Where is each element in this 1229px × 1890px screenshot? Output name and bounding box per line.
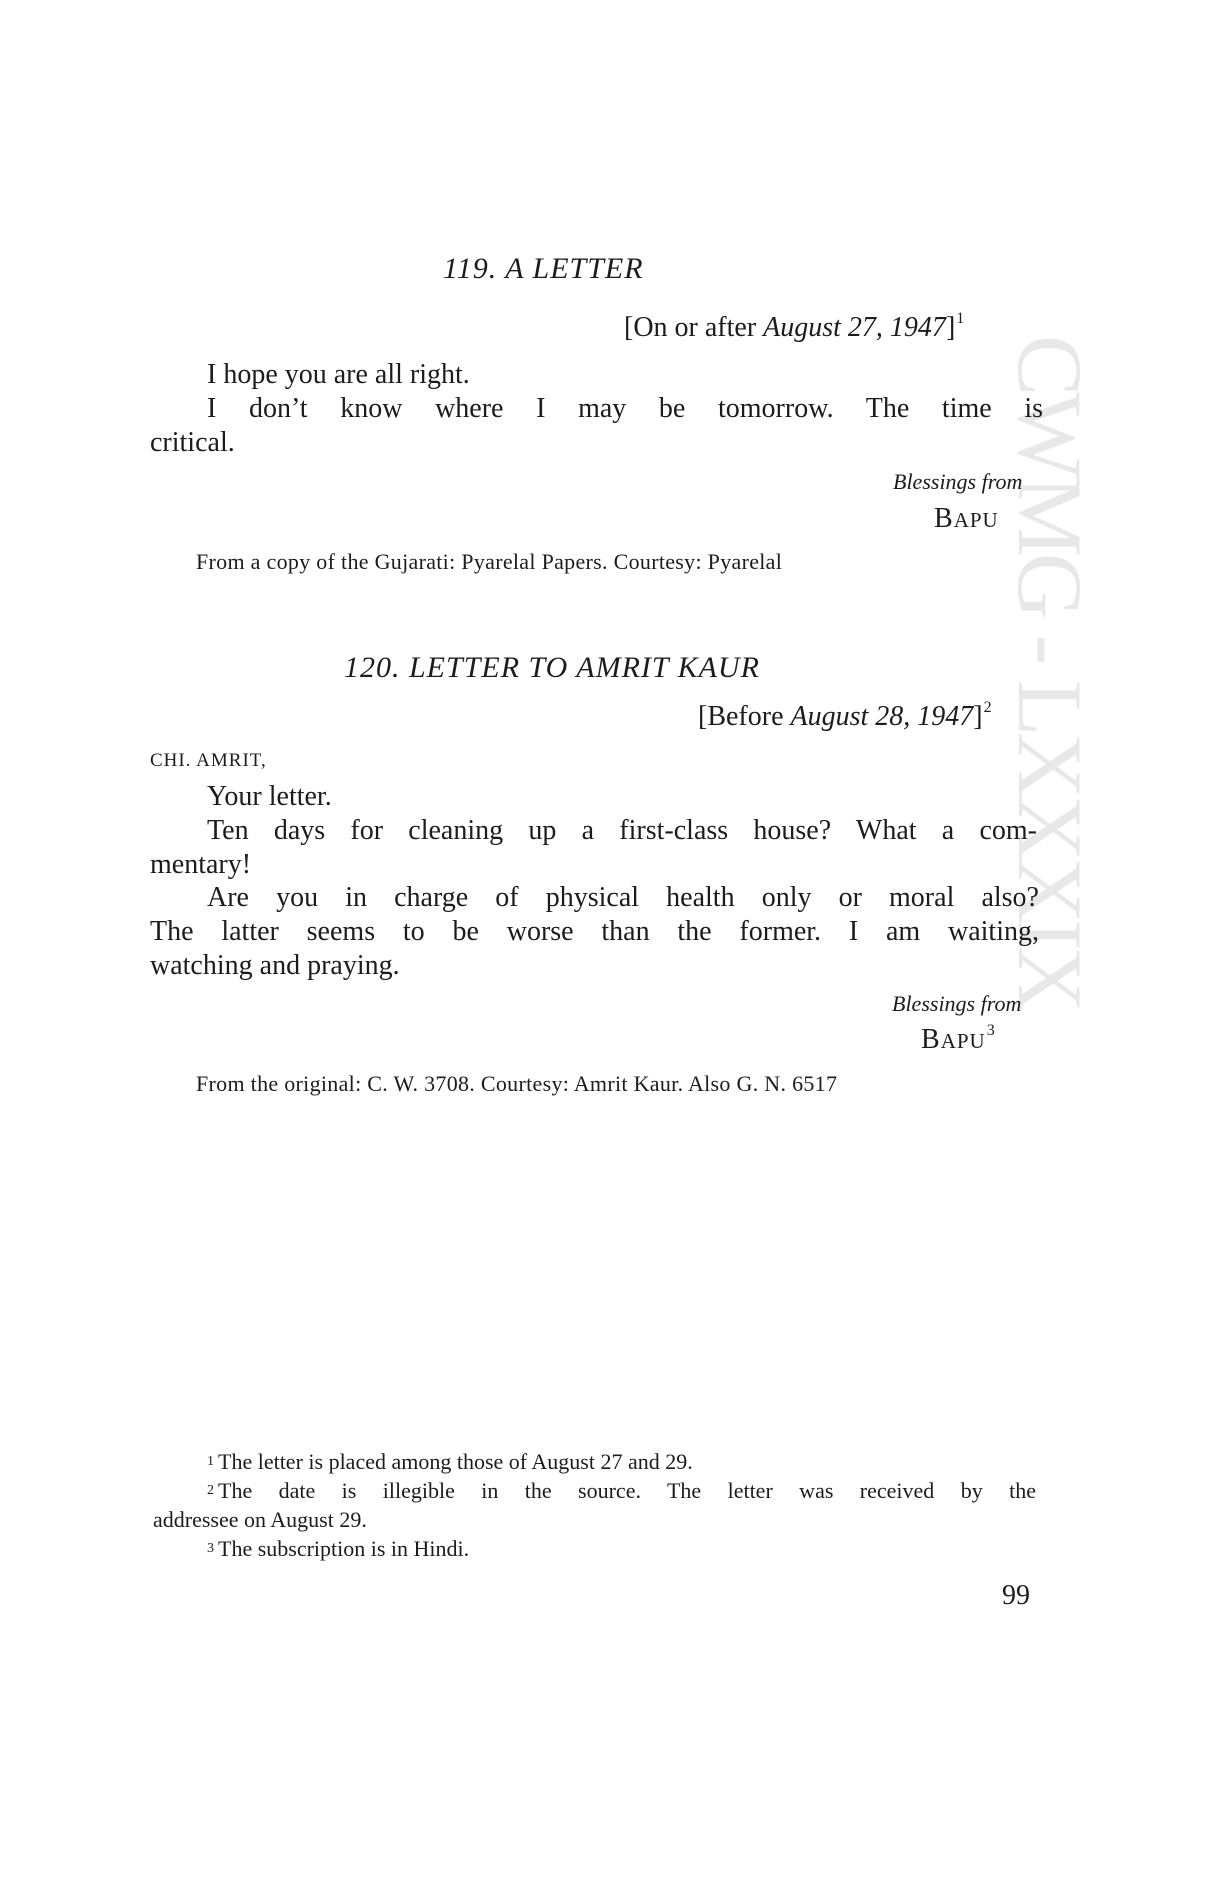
footnote-ref-1: 1 [956,310,965,327]
signature-rest: APU [953,508,999,532]
letter-119-date-suffix: ] [945,312,956,343]
footnote-3 [207,1534,469,1563]
letter-120-line-3: mentary! [150,849,252,880]
signature-initial: B [934,503,954,534]
signature-rest: APU [940,1029,986,1053]
letter-119-heading: 119. A LETTER [443,252,644,285]
footnote-2-text: The date is illegible in the source. The letter was received by the [218,1478,1036,1503]
letter-120-date: August 28, 1947 [790,701,974,732]
letter-120-salutation: CHI. AMRIT, [150,750,267,771]
footnote-1 [207,1447,693,1476]
letter-119-date: August 27, 1947 [763,312,946,343]
footnote-2 [207,1476,1036,1505]
page-number: 99 [1002,1580,1030,1611]
footnote-3-number: 3 [207,1541,214,1556]
letter-120-line-5: The latter seems to be worse than the former. I am waiting, [150,916,1039,947]
letter-119-dateline [624,312,964,344]
footnote-1-number: 1 [207,1454,214,1469]
letter-120-line-2: Ten days for cleaning up a first-class house? What a com- [207,815,1037,846]
letter-120-line-6: watching and praying. [150,950,400,981]
footnote-ref-3: 3 [986,1022,996,1039]
letter-119-line-2: I don’t know where I may be tomorrow. The time is [207,393,1043,424]
letter-120-date-suffix: ] [973,701,983,732]
letter-120-heading: 120. LETTER TO AMRIT KAUR [344,651,760,684]
footnote-2-number: 2 [207,1483,214,1498]
letter-120-dateline [698,701,992,733]
letter-119-date-prefix: [On or after [624,312,764,343]
letter-119-blessings: Blessings from [893,469,1023,494]
letter-119-source: From a copy of the Gujarati: Pyarelal Papers. Courtesy: Pyarelal [196,549,783,574]
letter-120-signature [921,1024,996,1056]
footnote-3-text: The subscription is in Hindi. [218,1536,470,1561]
letter-120-source: From the original: C. W. 3708. Courtesy: Amrit Kaur. Also G. N. 6517 [196,1071,838,1096]
letter-120-blessings: Blessings from [892,991,1022,1016]
footnote-2-continuation: addressee on August 29. [153,1507,367,1532]
letter-120-date-prefix: [Before [698,701,791,732]
letter-119-signature [934,503,999,535]
footnote-ref-2: 2 [983,699,992,716]
footnote-1-text: The letter is placed among those of August 27 and 29. [218,1449,693,1474]
signature-initial: B [921,1024,941,1055]
letter-119-line-3: critical. [150,427,235,458]
letter-120-line-1: Your letter. [207,781,332,812]
letter-119-line-1: I hope you are all right. [207,359,470,390]
letter-120-line-4: Are you in charge of physical health only or moral also? [207,882,1039,913]
watermark: CWMG - LXXXIX [999,335,1101,1009]
